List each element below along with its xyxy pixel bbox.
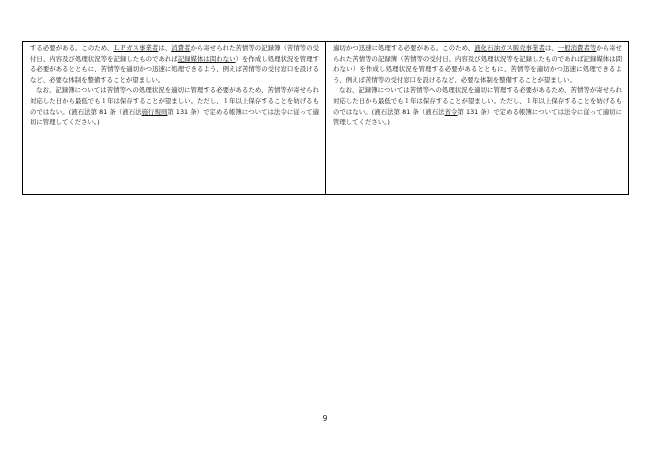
text-run: 適切かつ迅速に処理する必要がある。このため、 — [333, 44, 475, 52]
page-number: 9 — [322, 414, 328, 423]
text-run: 第 131 条）で定める帳簿については法令に従って適切に管理してください。) — [30, 107, 319, 127]
underlined-text: 一般消費者等 — [557, 44, 597, 52]
underlined-text: 消費者 — [171, 44, 191, 52]
text-run: から寄せられた苦情等の記録簿（苦情等の受付日、内容及び処理状況等を記録したものであれば — [30, 44, 320, 63]
underlined-text: 施行規則 — [141, 107, 168, 116]
left-paragraph-1 — [30, 43, 319, 85]
underlined-text: 省令 — [444, 107, 458, 116]
right-paragraph-1 — [333, 43, 622, 85]
underlined-text: 記録媒体は問わない — [177, 54, 236, 63]
text-run: から寄せられた苦情等の記録簿（苦情等の受付日、内容及び処理状況等を記録したものであれば記録媒体は問わない）を作成し処理状況を管理する必要があるとともに、苦情等を適切かつ迅速に処理できるよう、例えば苦情等の受付窓口を設けるなど、必要な体制を整備することが望ましい。 — [333, 44, 623, 84]
text-run: ）を作成し処理状況を管理する必要があるとともに、苦情等を適切かつ迅速に処理できるよう、例えば苦情等の受付窓口を設けるなど、必要な体制を整備することが望ましい。 — [30, 54, 320, 84]
underlined-text: ＬＰガス事業者 — [113, 44, 159, 52]
left-column — [23, 42, 326, 194]
text-run: なお、記録簿については苦情等への処理状況を適切に管理する必要があるため、苦情等が寄せられ対応した日から最低でも１年は保存することが望ましい。ただし、１年以上保存することを妨げるものではない。(液石法第 81 条（液石法 — [30, 86, 319, 116]
right-column — [326, 42, 628, 194]
comparison-table — [22, 41, 629, 195]
text-run: は、 — [158, 44, 172, 52]
text-run: なお、記録簿については苦情等への処理状況を適切に管理する必要があるため、苦情等が寄せられ対応した日から最低でも１年は保存することが望ましい。ただし、１年以上保存することを妨げるものではない。(液石法第 81 条（液石法 — [333, 86, 622, 116]
text-run: する必要がある。このため、 — [30, 44, 114, 52]
right-paragraph-2 — [333, 85, 622, 127]
text-run: は、 — [544, 44, 558, 52]
left-paragraph-2 — [30, 85, 319, 127]
text-run: 第 131 条）で定める帳簿については法令に従って適切に管理してください。) — [333, 107, 623, 127]
underlined-text: 液化石油ガス販売事業者 — [474, 44, 545, 52]
